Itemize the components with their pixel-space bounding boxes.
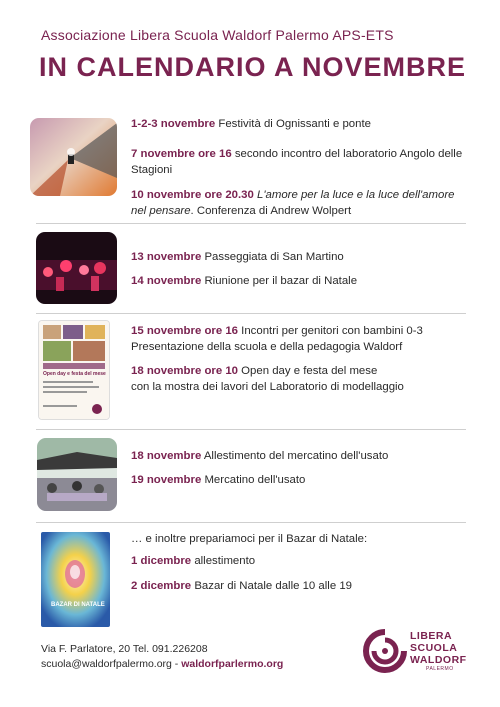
market-photo [37,438,117,511]
event-allestimento-mercatino: 18 novembre Allestimento del mercatino dell'usato [131,450,389,462]
footer-address: Via F. Parlatore, 20 Tel. 091.226208 [41,643,208,655]
event-san-martino: 13 novembre Passeggiata di San Martino [131,251,344,263]
event-bazar-natale: 2 dicembre Bazar di Natale dalle 10 alle 19 [131,580,352,592]
bazar-intro: … e inoltre prepariamoci per il Bazar di Natale: [131,533,368,545]
event-open-day: 18 novembre ore 10 Open day e festa del mese con la mostra dei lavori del Laboratorio di modellaggio [131,365,404,393]
flyer-title: Open day e festa del mese [43,371,106,377]
event-allestimento-bazar: 1 dicembre allestimento [131,555,256,567]
divider [36,522,466,523]
footer-website[interactable]: waldorfparlermo.org [181,658,284,670]
divider [36,313,466,314]
event-mercatino-usato: 19 novembre Mercatino dell'usato [131,474,306,486]
event-riunione-bazar: 14 novembre Riunione per il bazar di Natale [131,275,358,287]
organization-name: Associazione Libera Scuola Waldorf Palermo APS-ETS [41,27,394,43]
poster-title: BAZAR DI NATALE [51,602,105,608]
event-angolo-stagioni: 7 novembre ore 16 secondo incontro del laboratorio Angolo delle Stagioni [131,148,463,176]
event-incontri-genitori: 15 novembre ore 16 Incontri per genitori con bambini 0-3 Presentazione della scuola e della pedagogia Waldorf [131,325,423,353]
divider [36,223,466,224]
spiral-logo-icon [362,628,408,674]
event-ognissanti: 1-2-3 novembre Festività di Ognissanti e ponte [131,118,371,130]
lanterns-photo [36,232,117,304]
page-title: IN CALENDARIO A NOVEMBRE [39,52,467,82]
footer-contacts [41,658,283,670]
bazar-poster-thumbnail [41,532,110,627]
school-logo: LIBERA SCUOLA WALDORF PALERMO [362,628,472,674]
painting-thumbnail [30,118,117,196]
divider [36,429,466,430]
footer-email[interactable]: scuola@waldorfpalermo.org - [41,658,182,670]
open-day-flyer-thumbnail [39,321,109,419]
event-conferenza: 10 novembre ore 20.30 L'amore per la luce e la luce dell'amore nel pensare. Conferenza di Andrew Wolpert [131,189,455,217]
